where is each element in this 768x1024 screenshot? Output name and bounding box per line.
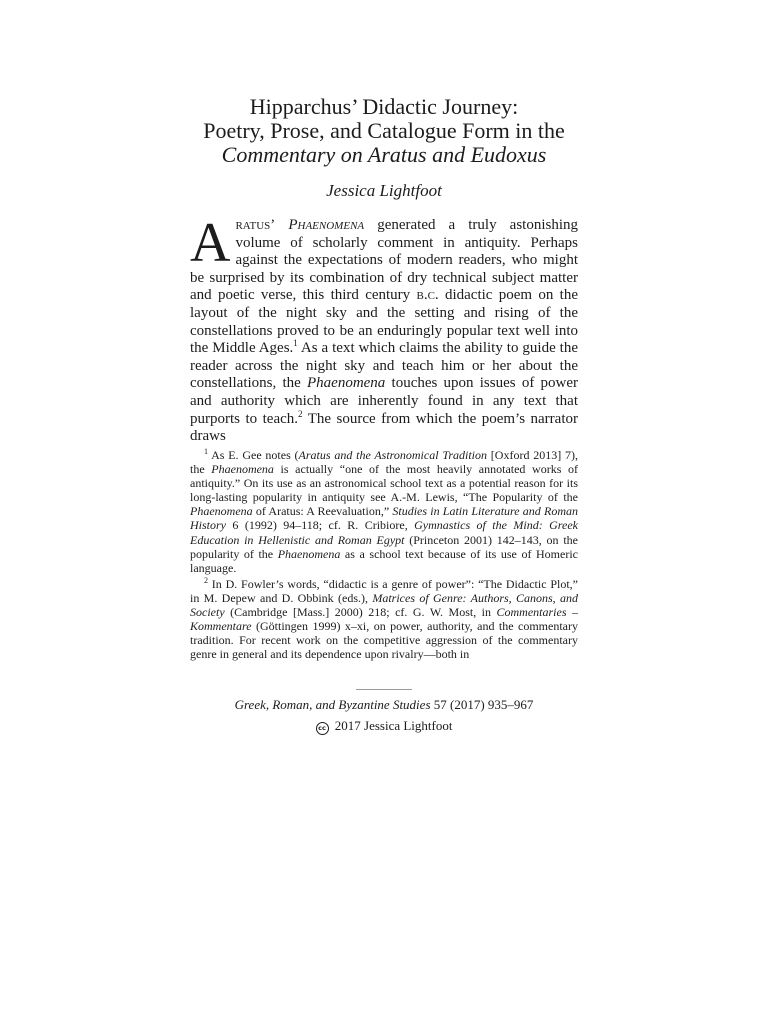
footnote-1 xyxy=(190,448,578,575)
footnote-1-number: 1 xyxy=(204,447,208,456)
footnote-1-text-b: Aratus and the Astronomical Tradition xyxy=(298,448,488,462)
footnote-1-text-a: As E. Gee notes ( xyxy=(208,448,299,462)
body-text-s2: Phaenomena xyxy=(288,217,365,233)
journal-volume-pages: 57 (2017) 935–967 xyxy=(430,697,534,712)
journal-citation xyxy=(190,697,578,713)
copyright-line xyxy=(190,718,578,735)
journal-title: Greek, Roman, and Byzantine Studies xyxy=(234,697,431,712)
title-line-2: Poetry, Prose, and Catalogue Form in the xyxy=(203,118,565,143)
drop-cap: A xyxy=(190,212,231,274)
body-text-s9: The source from which the poem’s narrator draws xyxy=(190,410,578,445)
footnote-ref-1[interactable]: 1 xyxy=(293,338,298,349)
creative-commons-icon: cc xyxy=(316,722,329,735)
body-text-s8: touches upon issues of power and authority which are inherently found in any text that purports to teach. xyxy=(190,375,579,427)
body-paragraph xyxy=(190,212,579,446)
footnote-1-text-l: Phaenomena xyxy=(277,546,341,561)
footnote-1-text-i: 6 (1992) 94–118; cf. R. Cribiore, xyxy=(226,518,415,533)
footnote-1-text-g: of Aratus: A Reevaluation,” xyxy=(252,504,393,519)
body-text-s5: didactic poem on the layout of the night sky and the setting and rising of the constellations proved to be an enduringly popular text well into the Middle Ages. xyxy=(190,287,578,357)
body-text-s4: b.c. xyxy=(416,287,439,304)
footnotes xyxy=(190,448,578,663)
footnote-ref-2[interactable]: 2 xyxy=(298,408,303,419)
author-name: Jessica Lightfoot xyxy=(326,181,442,200)
footnote-1-text-m: as a school text because of its use of Homeric language. xyxy=(190,546,578,575)
body-text-s6: As a text which claims the ability to guide the reader across the night sky and teach him or her about the constellations, the xyxy=(190,340,579,392)
body-text-s3: generated a truly astonishing volume of scholarly comment in antiquity. Perhaps against the expectations of modern readers, who might be surprised by its combination of dry technical subject matter and poetic verse, this third century xyxy=(190,217,578,304)
footnote-1-text-f: Phaenomena xyxy=(190,504,253,519)
footnote-2 xyxy=(190,577,578,662)
footnote-2-text-b: Matrices of Genre: Authors, Canons, and Society xyxy=(190,590,578,620)
footnote-1-text-k: (Princeton 2001) 142–143, on the popularity of the xyxy=(190,532,578,561)
footnote-2-text-d: Commentaries – Kommentare xyxy=(190,605,578,634)
footnote-2-text-e: (Göttingen 1999) x–xi, on power, authority, and the commentary tradition. For recent work on the competitive aggression of the commentary genre in general and its dependence upon rivalry—both in xyxy=(190,619,578,662)
body-text-s1: ratus’ xyxy=(235,217,276,233)
article-title xyxy=(190,95,578,167)
footnote-1-text-c: [Oxford 2013] 7), the xyxy=(190,448,578,477)
footnote-2-text-a: In D. Fowler’s words, “didactic is a genre of power”: “The Didactic Plot,” in M. Depew and D. Obbink (eds.), xyxy=(190,576,578,605)
body-text-s7: Phaenomena xyxy=(307,375,386,392)
footnote-1-text-e: is actually “one of the most heavily annotated works of antiquity.” On its use as an astronomical school text as a potential reason for its long-lasting popularity in antiquity see A.-M. Lewis, “The Popularity of the xyxy=(190,462,578,505)
footnote-1-text-d: Phaenomena xyxy=(211,462,274,477)
footnote-1-text-j: Gymnastics of the Mind: Greek Education in Hellenistic and Roman Egypt xyxy=(190,518,578,547)
footer-divider xyxy=(356,689,412,690)
title-line-1: Hipparchus’ Didactic Journey: xyxy=(249,94,519,119)
copyright-text: 2017 Jessica Lightfoot xyxy=(331,718,453,733)
footnote-2-text-c: (Cambridge [Mass.] 2000) 218; cf. G. W. Most, in xyxy=(224,605,497,620)
title-line-3: Commentary on Aratus and Eudoxus xyxy=(221,142,547,167)
footnote-1-text-h: Studies in Latin Literature and Roman History xyxy=(190,504,579,533)
footnote-2-number: 2 xyxy=(204,575,208,585)
